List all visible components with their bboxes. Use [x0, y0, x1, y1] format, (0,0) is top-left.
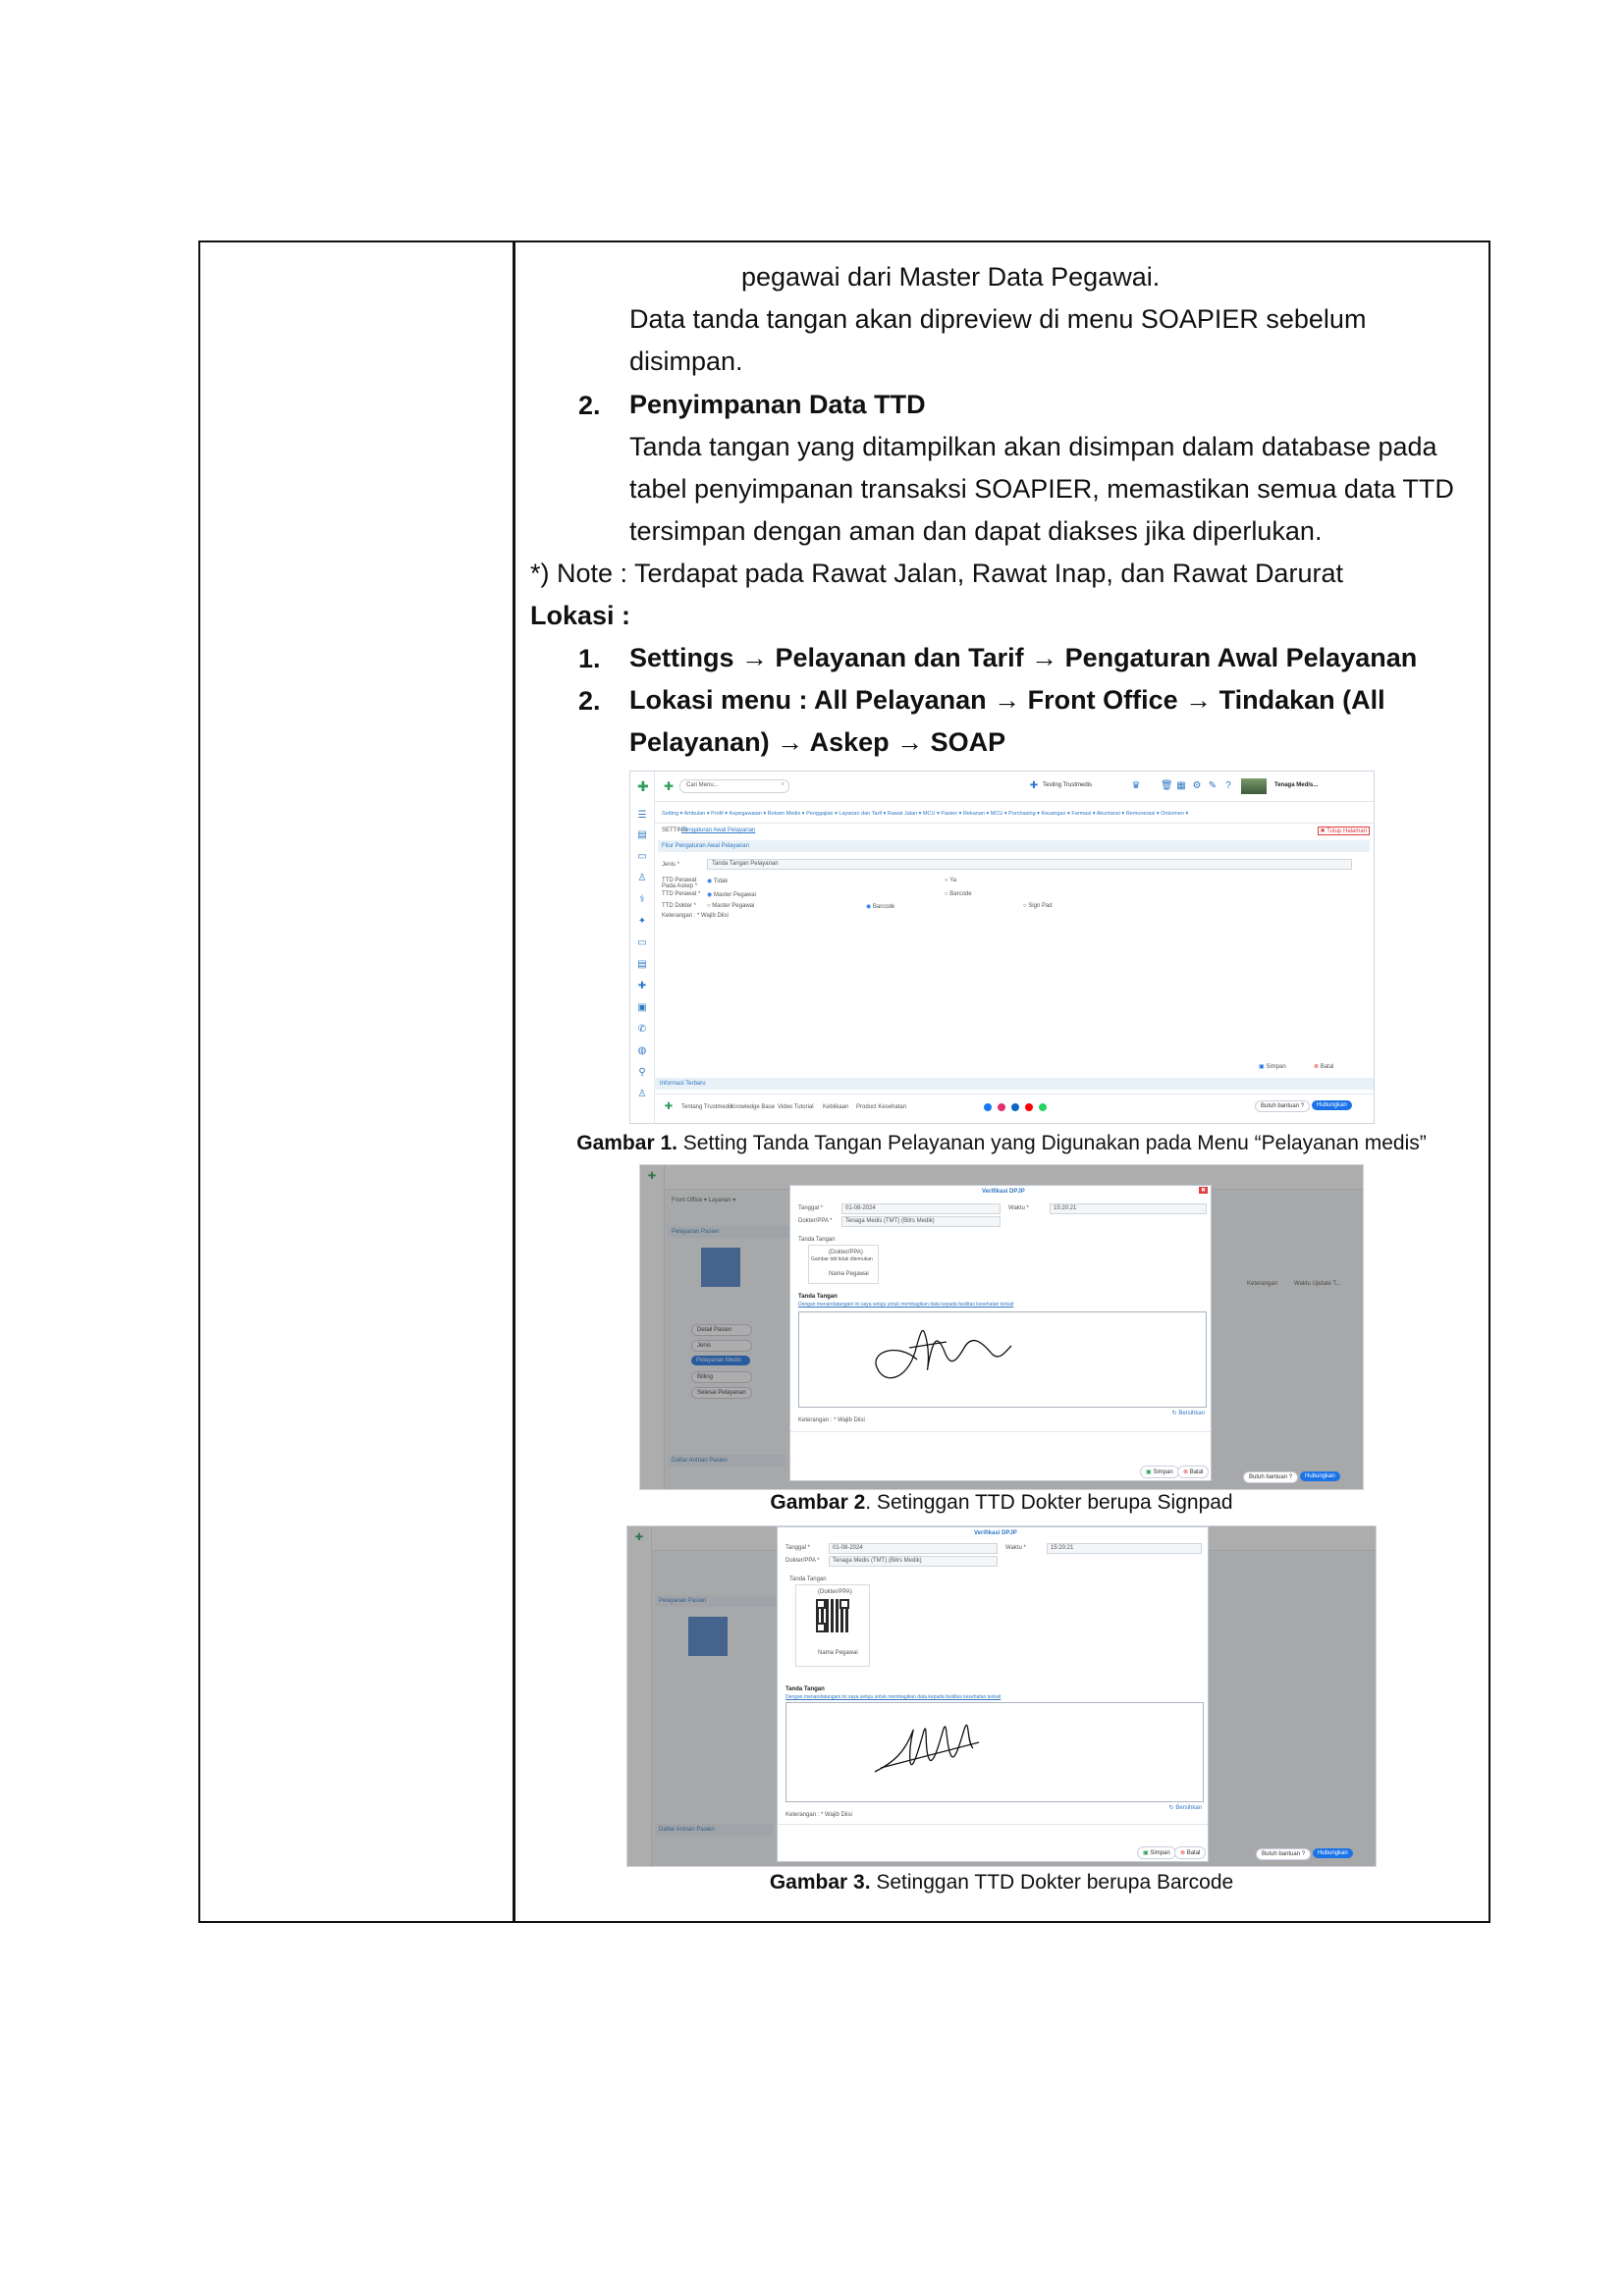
- location-step: Lokasi menu : All Pelayanan → Front Office → Tindakan (All: [629, 685, 1385, 715]
- facebook-icon[interactable]: [984, 1103, 992, 1111]
- footer-link[interactable]: Product Kesehatan: [856, 1104, 907, 1110]
- dokter-select[interactable]: Tenaga Medis (TMT) (Bitrs Medik): [841, 1216, 1001, 1227]
- radio-ya[interactable]: ○ Ya: [945, 878, 957, 883]
- signature-pad[interactable]: [785, 1702, 1204, 1802]
- tanggal-label: Tanggal *: [785, 1545, 811, 1551]
- youtube-icon[interactable]: [1025, 1103, 1033, 1111]
- location-step: Settings → Pelayanan dan Tarif → Pengaturan Awal Pelayanan: [629, 643, 1418, 672]
- brand-icon: ✚: [664, 779, 675, 793]
- help-button[interactable]: Butuh bantuan ?: [1256, 1848, 1311, 1860]
- bg-button[interactable]: Detail Pasien: [691, 1324, 752, 1336]
- reset-button[interactable]: ⊗ Batal: [1174, 1846, 1206, 1859]
- signpad-hint: Dengan menandatangani ini saya setuju untuk membagikan data kepada fasilitas kesehatan terkait: [798, 1302, 1014, 1308]
- app-logo-icon: ✚: [634, 1532, 644, 1543]
- phone-icon: ✆: [637, 1024, 647, 1035]
- signature-stroke: [786, 1703, 1203, 1801]
- modal-title: Verifikasi DPJP: [982, 1189, 1025, 1195]
- section-header: Fitur Pengaturan Awal Pelayanan: [658, 840, 1370, 852]
- sidebar-icon: ⚲: [638, 1067, 646, 1078]
- figure-caption-1: Gambar 1. Setting Tanda Tangan Pelayanan yang Digunakan pada Menu “Pelayanan medis”: [576, 1132, 1427, 1154]
- text-line: pegawai dari Master Data Pegawai.: [741, 262, 1161, 292]
- sidebar-icon: ▭: [637, 851, 647, 862]
- text-line: tersimpan dengan aman dan dapat diakses jika diperlukan.: [629, 516, 1323, 546]
- reset-button[interactable]: ⊗ Batal: [1177, 1466, 1209, 1478]
- avatar[interactable]: [1241, 778, 1267, 794]
- keterangan-text: Keterangan : * Wajib Diisi: [798, 1417, 865, 1423]
- location-step: Pelayanan) → Askep → SOAP: [629, 727, 1006, 757]
- bg-button[interactable]: Selesai Pelayanan: [691, 1387, 752, 1399]
- dokter-select[interactable]: Tenaga Medis (TMT) (Bitrs Medik): [829, 1556, 998, 1567]
- breadcrumb-root[interactable]: SETTING: [662, 828, 688, 833]
- tanggal-field[interactable]: 01-08-2024: [829, 1543, 998, 1554]
- signature-stroke: [799, 1312, 1206, 1407]
- sidebar-icon: ⚕: [639, 894, 645, 905]
- ttd-perawat-label: TTD Perawat *: [662, 891, 701, 897]
- modal-title: Verifikasi DPJP: [974, 1530, 1017, 1536]
- close-page-button[interactable]: ✖ Tutup Halaman: [1318, 827, 1370, 835]
- bg-table-head: Keterangan: [1247, 1281, 1278, 1287]
- list-heading: Penyimpanan Data TTD: [629, 390, 926, 419]
- signpad-hint: Dengan menandatangani ini saya setuju untuk membagikan data kepada fasilitas kesehatan terkait: [785, 1694, 1001, 1700]
- contact-button[interactable]: Hubungkan: [1300, 1471, 1340, 1481]
- plus-icon: ✚: [637, 981, 647, 991]
- globe-icon: ◍: [637, 1045, 647, 1056]
- ttd-preview-box: (Dokter/PPA) Nama Pegawai: [795, 1584, 870, 1667]
- footer-logo-icon: ✚: [664, 1101, 674, 1112]
- crown-icon[interactable]: ♛: [1131, 780, 1141, 791]
- help-button[interactable]: Butuh bantuan ?: [1243, 1471, 1298, 1483]
- whatsapp-icon[interactable]: [1039, 1103, 1047, 1111]
- screenshot-pengaturan-awal-pelayanan: [629, 771, 1375, 1124]
- tools-icon[interactable]: ✎: [1208, 780, 1218, 791]
- contact-button[interactable]: Hubungkan: [1313, 1848, 1353, 1858]
- table-column-divider: [513, 240, 515, 1923]
- main-menu-bar[interactable]: Setting ▾ Ambulan ▾ Profil ▾ Kepegawaian ▾ Rekam Medis ▾ Penggajian ▾ Layanan dan Tarif ▾ Rawat Jalan ▾ MCU ▾ Pasien ▾ Rekanan ▾ MCU ▾ Purchasing ▾ Keuangan ▾ Farmasi ▾ Akuntansi ▾ Remunerasi ▾ Onkomen ▾: [662, 811, 1189, 817]
- screenshot-barcode: [626, 1525, 1377, 1867]
- radio-master-pegawai-dokter[interactable]: ○ Master Pegawai: [707, 903, 755, 909]
- sidebar-icon: ▤: [637, 829, 647, 840]
- bg-section-bar: Pelayanan Pasien: [668, 1226, 795, 1238]
- help-icon[interactable]: ?: [1225, 780, 1231, 791]
- ttd-dokter-label: TTD Dokter *: [662, 903, 697, 909]
- info-terbaru-bar: Informasi Terbaru: [654, 1078, 1374, 1090]
- waktu-label: Waktu *: [1005, 1545, 1026, 1551]
- search-icon: ⌕: [781, 781, 785, 787]
- text-line: Tanda tangan yang ditampilkan akan disimpan dalam database pada: [629, 432, 1437, 461]
- bg-breadcrumb: Front Office ▾ Layanan ▾: [672, 1198, 736, 1203]
- verifikasi-dpjp-modal: [777, 1526, 1209, 1862]
- save-button[interactable]: ▣ Simpan: [1259, 1064, 1286, 1070]
- waktu-field[interactable]: 15:20:21: [1050, 1203, 1207, 1214]
- ttd-perawat-askep-label: TTD Perawat Pada Askep *: [662, 878, 698, 889]
- text-line: Data tanda tangan akan dipreview di menu SOAPIER sebelum: [629, 304, 1367, 334]
- list-number: 2.: [578, 391, 601, 420]
- dokter-label: Dokter/PPA *: [785, 1558, 820, 1564]
- app-logo-icon: ✚: [637, 778, 649, 794]
- bg-button[interactable]: Pelayanan Medis: [691, 1356, 750, 1365]
- keterangan-text: Keterangan : * Wajib Diisi: [662, 913, 729, 919]
- radio-barcode-dokter[interactable]: ◉ Barcode: [866, 904, 895, 910]
- ttd-preview-box: (Dokter/PPA) Gambar tdd tidak ditemukan Nama Pegawai: [808, 1245, 879, 1284]
- footer-link[interactable]: Kebiikaan: [823, 1104, 849, 1110]
- reset-button[interactable]: ⊗ Batal: [1314, 1064, 1334, 1070]
- bg-button[interactable]: Jenis: [691, 1340, 752, 1352]
- list-number: 2.: [578, 686, 601, 716]
- radio-sign-pad[interactable]: ○ Sign Pad: [1023, 903, 1053, 909]
- org-icon: ✚: [1029, 780, 1039, 791]
- footer-link[interactable]: Video Tutorial: [778, 1104, 814, 1110]
- signpad-title: Tanda Tangan: [798, 1294, 838, 1300]
- lokasi-heading: Lokasi :: [530, 601, 631, 630]
- bg-queue-bar: Daftar Antrian Pasien: [655, 1824, 773, 1836]
- menu-icon[interactable]: ☰: [637, 810, 647, 821]
- verifikasi-dpjp-modal: [789, 1185, 1212, 1481]
- save-button[interactable]: ▣ Simpan: [1137, 1846, 1176, 1859]
- signpad-title: Tanda Tangan: [785, 1686, 825, 1692]
- tanggal-field[interactable]: 01-08-2024: [841, 1203, 1001, 1214]
- instagram-icon[interactable]: [998, 1103, 1005, 1111]
- gear-icon[interactable]: ⚙: [1192, 780, 1202, 791]
- clear-button[interactable]: ↻ Bersihkan: [1168, 1805, 1202, 1811]
- figure-caption-3: Gambar 3. Setinggan TTD Dokter berupa Barcode: [769, 1871, 1234, 1894]
- broken-image-text: Gambar tdd tidak ditemukan: [811, 1256, 873, 1262]
- user-name: Tenaga Medis...: [1274, 782, 1319, 788]
- figure-caption-2: Gambar 2. Setinggan TTD Dokter berupa Signpad: [770, 1491, 1233, 1514]
- keterangan-text: Keterangan : * Wajib Diisi: [785, 1812, 852, 1818]
- list-number: 1.: [578, 644, 601, 673]
- radio-tidak[interactable]: ◉ Tidak: [707, 879, 729, 884]
- bg-section-bar: Pelayanan Pasien: [655, 1595, 783, 1607]
- dokter-label: Dokter/PPA *: [798, 1218, 833, 1224]
- help-button[interactable]: Butuh bantuan ?: [1255, 1100, 1310, 1112]
- jenis-field[interactable]: Tanda Tangan Pelayanan: [707, 859, 1352, 870]
- person-icon: ♙: [637, 1089, 647, 1099]
- contact-button[interactable]: Hubungkan: [1312, 1100, 1352, 1110]
- bg-queue-bar: Daftar Antrian Pasien: [668, 1455, 785, 1467]
- text-line: disimpan.: [629, 347, 743, 376]
- person-icon: ♙: [637, 873, 647, 883]
- signature-pad[interactable]: [798, 1311, 1207, 1408]
- sidebar-icon: ▭: [637, 937, 647, 948]
- waktu-label: Waktu *: [1008, 1205, 1029, 1211]
- footer-link[interactable]: Knowledge Base: [731, 1104, 776, 1110]
- grid-icon[interactable]: ▦: [1176, 780, 1186, 791]
- screenshot-signpad: [639, 1164, 1364, 1490]
- bg-button[interactable]: Billing: [691, 1371, 752, 1383]
- sidebar-icon: ▤: [637, 959, 647, 970]
- ttd-box-label: Tanda Tangan: [789, 1576, 827, 1582]
- breadcrumb-page[interactable]: Pengaturan Awal Pelayanan: [681, 828, 756, 833]
- linkedin-icon[interactable]: [1011, 1103, 1019, 1111]
- waktu-field[interactable]: 15:20:21: [1047, 1543, 1202, 1554]
- footer-link[interactable]: Tentang Trustmedis: [681, 1104, 733, 1110]
- clear-button[interactable]: ↻ Bersihkan: [1171, 1411, 1205, 1416]
- jenis-label: Jenis *: [662, 862, 680, 868]
- sidebar-icon: ▣: [637, 1002, 647, 1013]
- save-button[interactable]: ▣ Simpan: [1140, 1466, 1179, 1478]
- trash-icon[interactable]: 🗑: [1161, 780, 1173, 791]
- bg-table-head: Waktu Update T...: [1294, 1281, 1341, 1287]
- org-name: Testing Trustmedis: [1043, 782, 1093, 788]
- ttd-box-label: Tanda Tangan: [798, 1237, 836, 1243]
- note-line: *) Note : Terdapat pada Rawat Jalan, Rawat Inap, dan Rawat Darurat: [530, 559, 1343, 588]
- text-line: tabel penyimpanan transaksi SOAPIER, memastikan semua data TTD: [629, 474, 1454, 504]
- search-input[interactable]: Cari Menu... ⌕: [679, 779, 789, 793]
- sidebar-icon: ✦: [637, 916, 647, 927]
- tanggal-label: Tanggal *: [798, 1205, 824, 1211]
- qr-code-icon: [816, 1599, 849, 1632]
- radio-master-pegawai[interactable]: ◉ Master Pegawai: [707, 892, 756, 898]
- radio-barcode[interactable]: ○ Barcode: [945, 891, 972, 897]
- close-icon[interactable]: ✖: [1200, 1188, 1206, 1194]
- app-logo-icon: ✚: [647, 1171, 657, 1182]
